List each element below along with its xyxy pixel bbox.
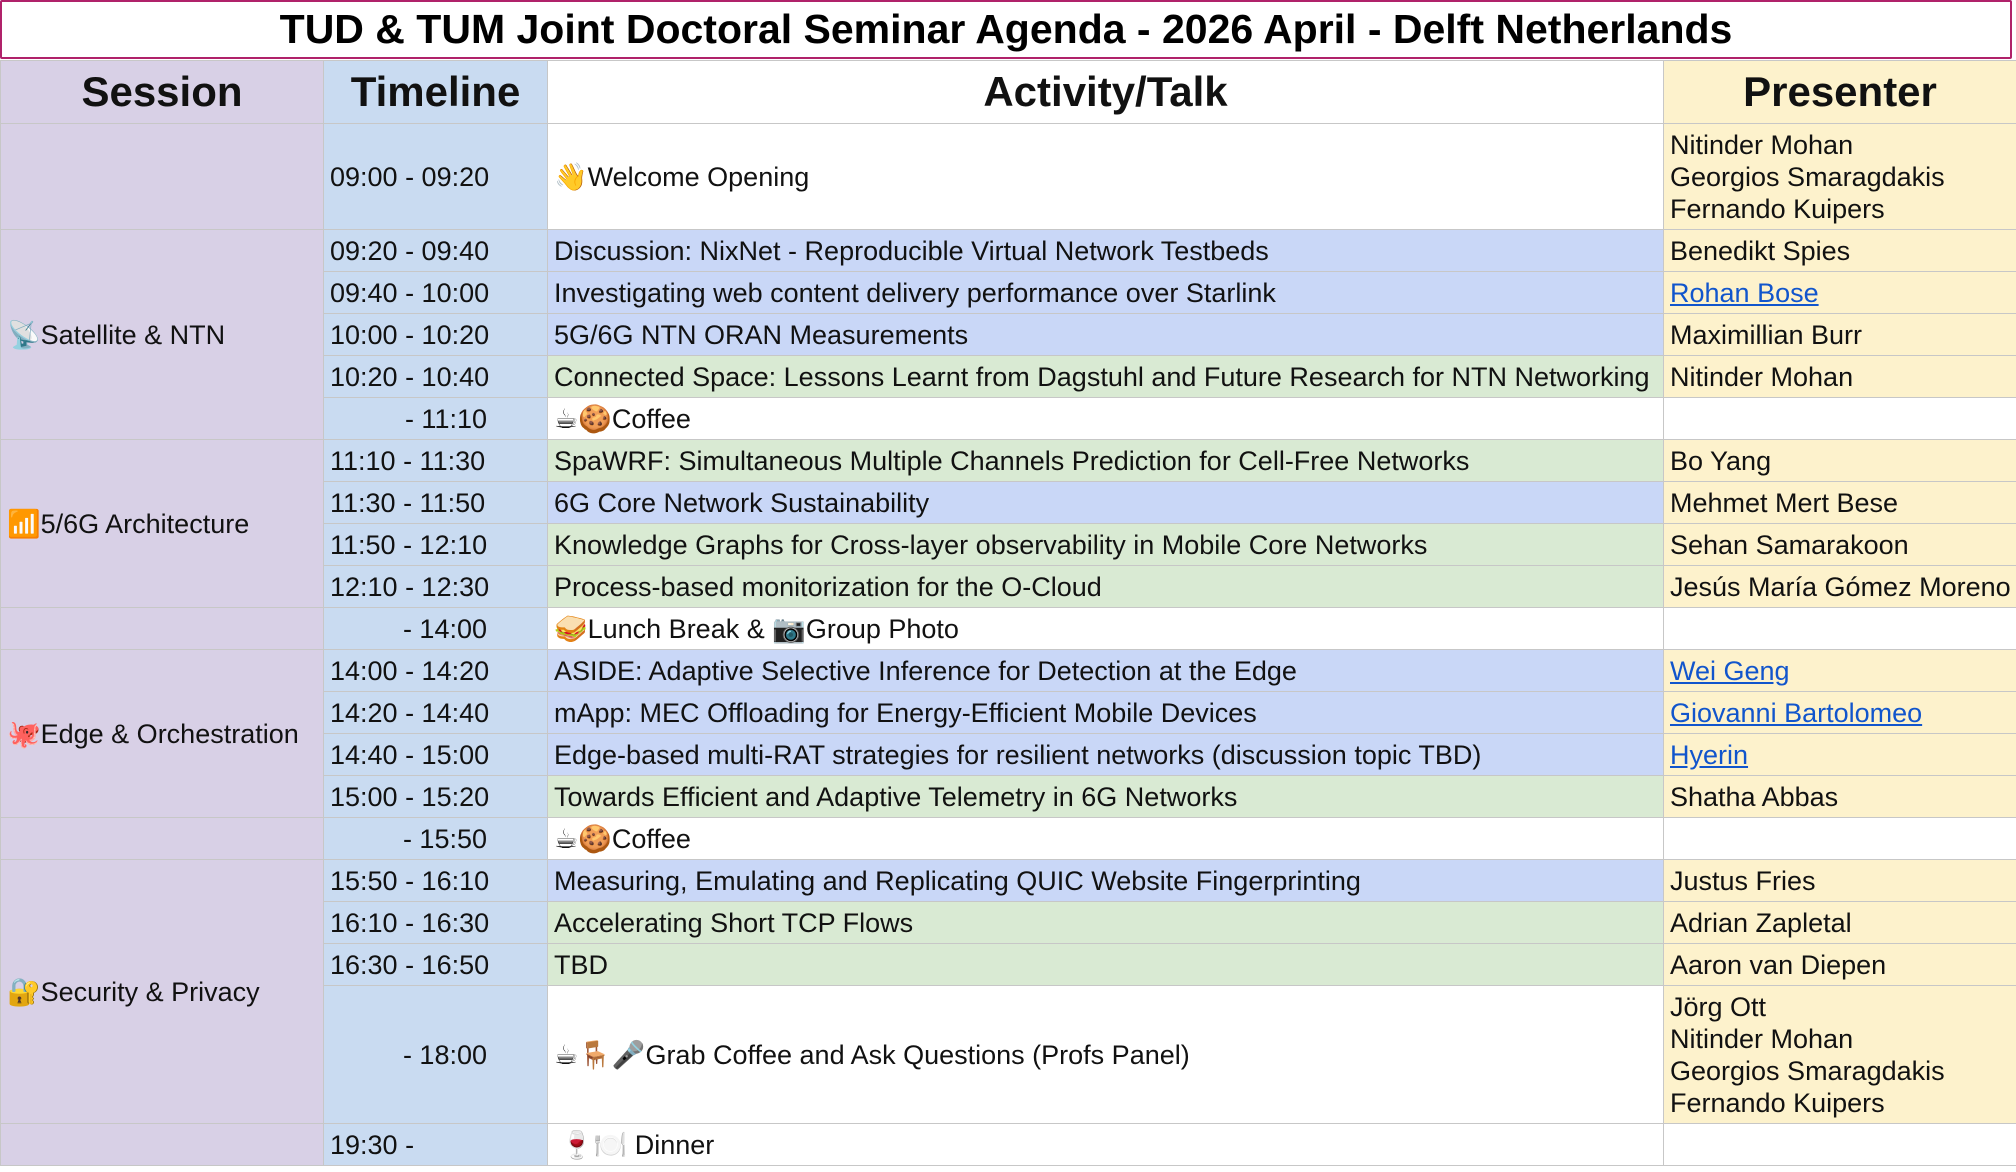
table-row (1, 860, 2016, 902)
time-cell[interactable]: 11:10 - 11:30 (324, 440, 548, 482)
presenter-link[interactable]: Giovanni Bartolomeo (1670, 697, 1923, 728)
time-cell[interactable]: 16:30 - 16:50 (324, 944, 548, 986)
time-cell[interactable]: 15:50 - 16:10 (324, 860, 548, 902)
presenter-cell[interactable] (1664, 986, 2016, 1124)
session-cell[interactable]: 🔐Security & Privacy (1, 860, 324, 1124)
presenter-name: Jörg Ott (1670, 991, 1767, 1022)
presenter-link[interactable]: Rohan Bose (1670, 277, 1819, 308)
presenter-cell[interactable]: Jesús María Gómez Moreno (1664, 566, 2016, 608)
session-cell[interactable]: 🐙Edge & Orchestration (1, 650, 324, 818)
talk-cell[interactable]: ☕🍪Coffee (548, 398, 1664, 440)
presenter-cell[interactable] (1664, 818, 2016, 860)
talk-cell[interactable]: SpaWRF: Simultaneous Multiple Channels Prediction for Cell-Free Networks (548, 440, 1664, 482)
presenter-cell[interactable]: Nitinder Mohan (1664, 356, 2016, 398)
table-row (1, 650, 2016, 692)
talk-cell[interactable]: ☕🪑🎤Grab Coffee and Ask Questions (Profs Panel) (548, 986, 1664, 1124)
presenter-cell[interactable]: Justus Fries (1664, 860, 2016, 902)
table-row (1, 818, 2016, 860)
time-cell[interactable]: 11:50 - 12:10 (324, 524, 548, 566)
presenter-link[interactable]: Hyerin (1670, 739, 1749, 770)
header-activity[interactable]: Activity/Talk (548, 61, 1664, 124)
presenter-cell[interactable]: Adrian Zapletal (1664, 902, 2016, 944)
talk-cell[interactable]: Discussion: NixNet - Reproducible Virtual Network Testbeds (548, 230, 1664, 272)
talk-cell[interactable]: Process-based monitorization for the O-Cloud (548, 566, 1664, 608)
talk-cell[interactable]: 6G Core Network Sustainability (548, 482, 1664, 524)
time-cell[interactable]: - 18:00 (324, 986, 548, 1124)
time-cell[interactable]: 09:20 - 09:40 (324, 230, 548, 272)
talk-cell[interactable]: 🍷🍽️ Dinner (548, 1124, 1664, 1166)
time-cell[interactable]: 16:10 - 16:30 (324, 902, 548, 944)
presenter-cell[interactable] (1664, 692, 2016, 734)
time-cell[interactable]: - 11:10 (324, 398, 548, 440)
presenter-cell[interactable]: Mehmet Mert Bese (1664, 482, 2016, 524)
talk-cell[interactable]: Edge-based multi-RAT strategies for resilient networks (discussion topic TBD) (548, 734, 1664, 776)
time-cell[interactable]: 15:00 - 15:20 (324, 776, 548, 818)
time-cell[interactable]: 11:30 - 11:50 (324, 482, 548, 524)
talk-cell[interactable]: Knowledge Graphs for Cross-layer observability in Mobile Core Networks (548, 524, 1664, 566)
time-cell[interactable]: 19:30 - (324, 1124, 548, 1166)
presenter-cell[interactable]: Maximillian Burr (1664, 314, 2016, 356)
talk-cell[interactable]: Measuring, Emulating and Replicating QUIC Website Fingerprinting (548, 860, 1664, 902)
table-row (1, 608, 2016, 650)
talk-cell[interactable]: 🥪Lunch Break & 📷Group Photo (548, 608, 1664, 650)
presenter-name: Nitinder Mohan (1670, 129, 1854, 160)
time-cell[interactable]: 10:20 - 10:40 (324, 356, 548, 398)
presenter-cell[interactable] (1664, 650, 2016, 692)
talk-cell[interactable]: 5G/6G NTN ORAN Measurements (548, 314, 1664, 356)
header-presenter[interactable]: Presenter (1664, 61, 2016, 124)
table-row (1, 1124, 2016, 1166)
session-cell[interactable] (1, 1124, 324, 1166)
presenter-name: Georgios Smaragdakis (1670, 161, 1945, 192)
presenter-cell[interactable]: Aaron van Diepen (1664, 944, 2016, 986)
table-row (1, 124, 2016, 230)
talk-cell[interactable]: Accelerating Short TCP Flows (548, 902, 1664, 944)
session-cell[interactable]: 📡Satellite & NTN (1, 230, 324, 440)
presenter-cell[interactable]: Bo Yang (1664, 440, 2016, 482)
talk-cell[interactable]: mApp: MEC Offloading for Energy-Efficient Mobile Devices (548, 692, 1664, 734)
time-cell[interactable]: 09:40 - 10:00 (324, 272, 548, 314)
header-timeline[interactable]: Timeline (324, 61, 548, 124)
presenter-cell[interactable]: Benedikt Spies (1664, 230, 2016, 272)
talk-cell[interactable]: ☕🍪Coffee (548, 818, 1664, 860)
agenda-table (0, 60, 2016, 1166)
time-cell[interactable]: 14:20 - 14:40 (324, 692, 548, 734)
session-cell[interactable] (1, 124, 324, 230)
presenter-name: Fernando Kuipers (1670, 193, 1885, 224)
talk-cell[interactable]: Investigating web content delivery performance over Starlink (548, 272, 1664, 314)
time-cell[interactable]: 09:00 - 09:20 (324, 124, 548, 230)
table-row (1, 230, 2016, 272)
presenter-name: Georgios Smaragdakis (1670, 1055, 1945, 1086)
presenter-cell[interactable] (1664, 124, 2016, 230)
presenter-cell[interactable] (1664, 398, 2016, 440)
time-cell[interactable]: 10:00 - 10:20 (324, 314, 548, 356)
presenter-cell[interactable]: Shatha Abbas (1664, 776, 2016, 818)
presenter-link[interactable]: Wei Geng (1670, 655, 1790, 686)
time-cell[interactable]: 14:40 - 15:00 (324, 734, 548, 776)
talk-cell[interactable]: ASIDE: Adaptive Selective Inference for Detection at the Edge (548, 650, 1664, 692)
presenter-name: Nitinder Mohan (1670, 1023, 1854, 1054)
time-cell[interactable]: 14:00 - 14:20 (324, 650, 548, 692)
table-row (1, 440, 2016, 482)
session-cell[interactable] (1, 818, 324, 860)
time-cell[interactable]: 12:10 - 12:30 (324, 566, 548, 608)
talk-cell[interactable]: Towards Efficient and Adaptive Telemetry in 6G Networks (548, 776, 1664, 818)
presenter-cell[interactable] (1664, 1124, 2016, 1166)
talk-cell[interactable]: TBD (548, 944, 1664, 986)
presenter-cell[interactable]: Sehan Samarakoon (1664, 524, 2016, 566)
presenter-cell[interactable] (1664, 608, 2016, 650)
presenter-name: Fernando Kuipers (1670, 1087, 1885, 1118)
presenter-cell[interactable] (1664, 272, 2016, 314)
talk-cell[interactable]: 👋Welcome Opening (548, 124, 1664, 230)
header-session[interactable]: Session (1, 61, 324, 124)
time-cell[interactable]: - 14:00 (324, 608, 548, 650)
talk-cell[interactable]: Connected Space: Lessons Learnt from Dagstuhl and Future Research for NTN Networking (548, 356, 1664, 398)
agenda-title[interactable]: TUD & TUM Joint Doctoral Seminar Agenda - 2026 April - Delft Netherlands (0, 0, 2012, 59)
time-cell[interactable]: - 15:50 (324, 818, 548, 860)
session-cell[interactable] (1, 608, 324, 650)
header-row (1, 61, 2016, 124)
presenter-cell[interactable] (1664, 734, 2016, 776)
session-cell[interactable]: 📶5/6G Architecture (1, 440, 324, 608)
